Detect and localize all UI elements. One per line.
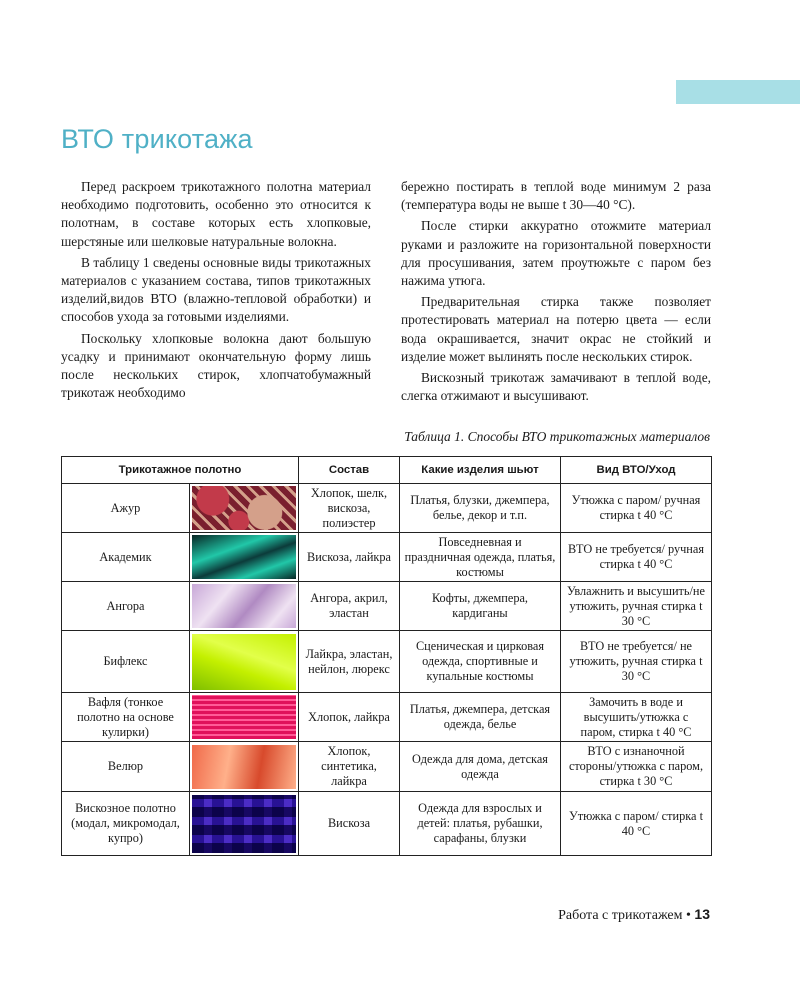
paragraph: Перед раскроем трикотажного полотна материал необходимо подготовить, особенно это относится к полотнам, в составе которых есть хлопковые, шерстяные или шелковые натуральные волокна. — [61, 179, 371, 249]
paragraph: После стирки аккуратно отожмите материал руками и разложите на горизонтальной поверхности для просушивания, затем проутюжьте с паром без нажима утюга. — [401, 218, 711, 289]
materials-table — [61, 456, 712, 856]
viscose-check-fabric-image — [192, 795, 296, 853]
fabric-name: Вафля (тонкое полотно на основе кулирки) — [62, 693, 190, 742]
fabric-items: Сценическая и цирковая одежда, спортивные и купальные костюмы — [400, 631, 561, 693]
fabric-items: Кофты, джемпера, кардиганы — [400, 582, 561, 631]
velour-fabric-image — [192, 745, 296, 789]
fabric-composition: Лайкра, эластан, нейлон, люрекс — [299, 631, 400, 693]
decorative-corner-bar — [676, 80, 800, 104]
fabric-name: Велюр — [62, 742, 190, 792]
fabric-swatch — [190, 742, 299, 792]
fabric-name: Бифлекс — [62, 631, 190, 693]
fabric-care: Утюжка с паром/ ручная стирка t 40 °C — [561, 484, 712, 533]
header-fabric: Трикотажное полотно — [62, 457, 299, 484]
table-header-row — [62, 457, 712, 484]
fabric-name: Ажур — [62, 484, 190, 533]
fabric-swatch — [190, 533, 299, 582]
fabric-swatch — [190, 582, 299, 631]
table-row — [62, 484, 712, 533]
fabric-items: Платья, джемпера, детская одежда, белье — [400, 693, 561, 742]
fabric-care: Увлажнить и высушить/не утюжить, ручная стирка t 30 °C — [561, 582, 712, 631]
header-composition: Состав — [299, 457, 400, 484]
fabric-items: Платья, блузки, джемпера, белье, декор и т.п. — [400, 484, 561, 533]
fabric-swatch — [190, 484, 299, 533]
table-row — [62, 792, 712, 856]
angora-fabric-image — [192, 584, 296, 628]
paragraph: Поскольку хлопковые волокна дают большую усадку и принимают окончательную форму лишь после нескольких стирок, хлопчатобумажный трикотаж необходимо — [61, 330, 371, 401]
fabric-items: Одежда для дома, детская одежда — [400, 742, 561, 792]
fabric-composition: Вискоза — [299, 792, 400, 856]
fabric-swatch — [190, 631, 299, 693]
fabric-swatch — [190, 792, 299, 856]
fabric-composition: Хлопок, лайкра — [299, 693, 400, 742]
fabric-name: Академик — [62, 533, 190, 582]
fabric-care: ВТО с изнаночной стороны/утюжка с паром, стирка t 30 °C — [561, 742, 712, 792]
fabric-items: Одежда для взрослых и детей: платья, рубашки, сарафаны, блузки — [400, 792, 561, 856]
footer-bullet: • — [686, 908, 691, 923]
fabric-care: Утюжка с паром/ стирка t 40 °C — [561, 792, 712, 856]
viscose-fabric-image — [192, 535, 296, 579]
fabric-name: Вискозное полотно (модал, микромодал, купро) — [62, 792, 190, 856]
paragraph: бережно постирать в теплой воде минимум 2 раза (температура воды не выше t 30—40 °C). — [401, 179, 711, 213]
page-number: 13 — [694, 906, 710, 922]
waffle-fabric-image — [192, 695, 296, 739]
table-row — [62, 631, 712, 693]
fabric-care: ВТО не требуется/ ручная стирка t 40 °C — [561, 533, 712, 582]
biflex-fabric-image — [192, 634, 296, 690]
fabric-name: Ангора — [62, 582, 190, 631]
table-row — [62, 582, 712, 631]
page-footer — [558, 906, 710, 924]
table-row — [62, 742, 712, 792]
paragraph: Предварительная стирка также позволяет протестировать материал на потерю цвета — если вода окрашивается, значит окрас не стойкий и изделие может вылинять после нескольких стирок. — [401, 294, 711, 364]
fabric-composition: Ангора, акрил, эластан — [299, 582, 400, 631]
page-title: ВТО трикотажа — [61, 124, 253, 154]
table-row — [62, 693, 712, 742]
left-column — [61, 178, 371, 408]
fabric-swatch — [190, 693, 299, 742]
footer-section-title: Работа с трикотажем — [558, 908, 683, 923]
fabric-care: Замочить в воде и высушить/утюжка с паром, стирка t 40 °C — [561, 693, 712, 742]
paragraph: В таблицу 1 сведены основные виды трикотажных материалов с указанием состава, типов трикотажных изделий,видов ВТО (влажно-тепловой обработки) и способов ухода за готовыми изделиями. — [61, 254, 371, 325]
fabric-care: ВТО не требуется/ не утюжить, ручная стирка t 30 °C — [561, 631, 712, 693]
header-items: Какие изделия шьют — [400, 457, 561, 484]
fabric-composition: Хлопок, синтетика, лайкра — [299, 742, 400, 792]
right-column — [401, 178, 711, 408]
header-care: Вид ВТО/Уход — [561, 457, 712, 484]
body-text — [61, 178, 711, 408]
fabric-composition: Хлопок, шелк, вискоза, полиэстер — [299, 484, 400, 533]
lace-fabric-image — [192, 486, 296, 530]
table-caption: Таблица 1. Способы ВТО трикотажных материалов — [404, 429, 710, 444]
paragraph: Вискозный трикотаж замачивают в теплой воде, слегка отжимают и высушивают. — [401, 370, 711, 404]
table-row — [62, 533, 712, 582]
fabric-items: Повседневная и праздничная одежда, платья, костюмы — [400, 533, 561, 582]
fabric-composition: Вискоза, лайкра — [299, 533, 400, 582]
